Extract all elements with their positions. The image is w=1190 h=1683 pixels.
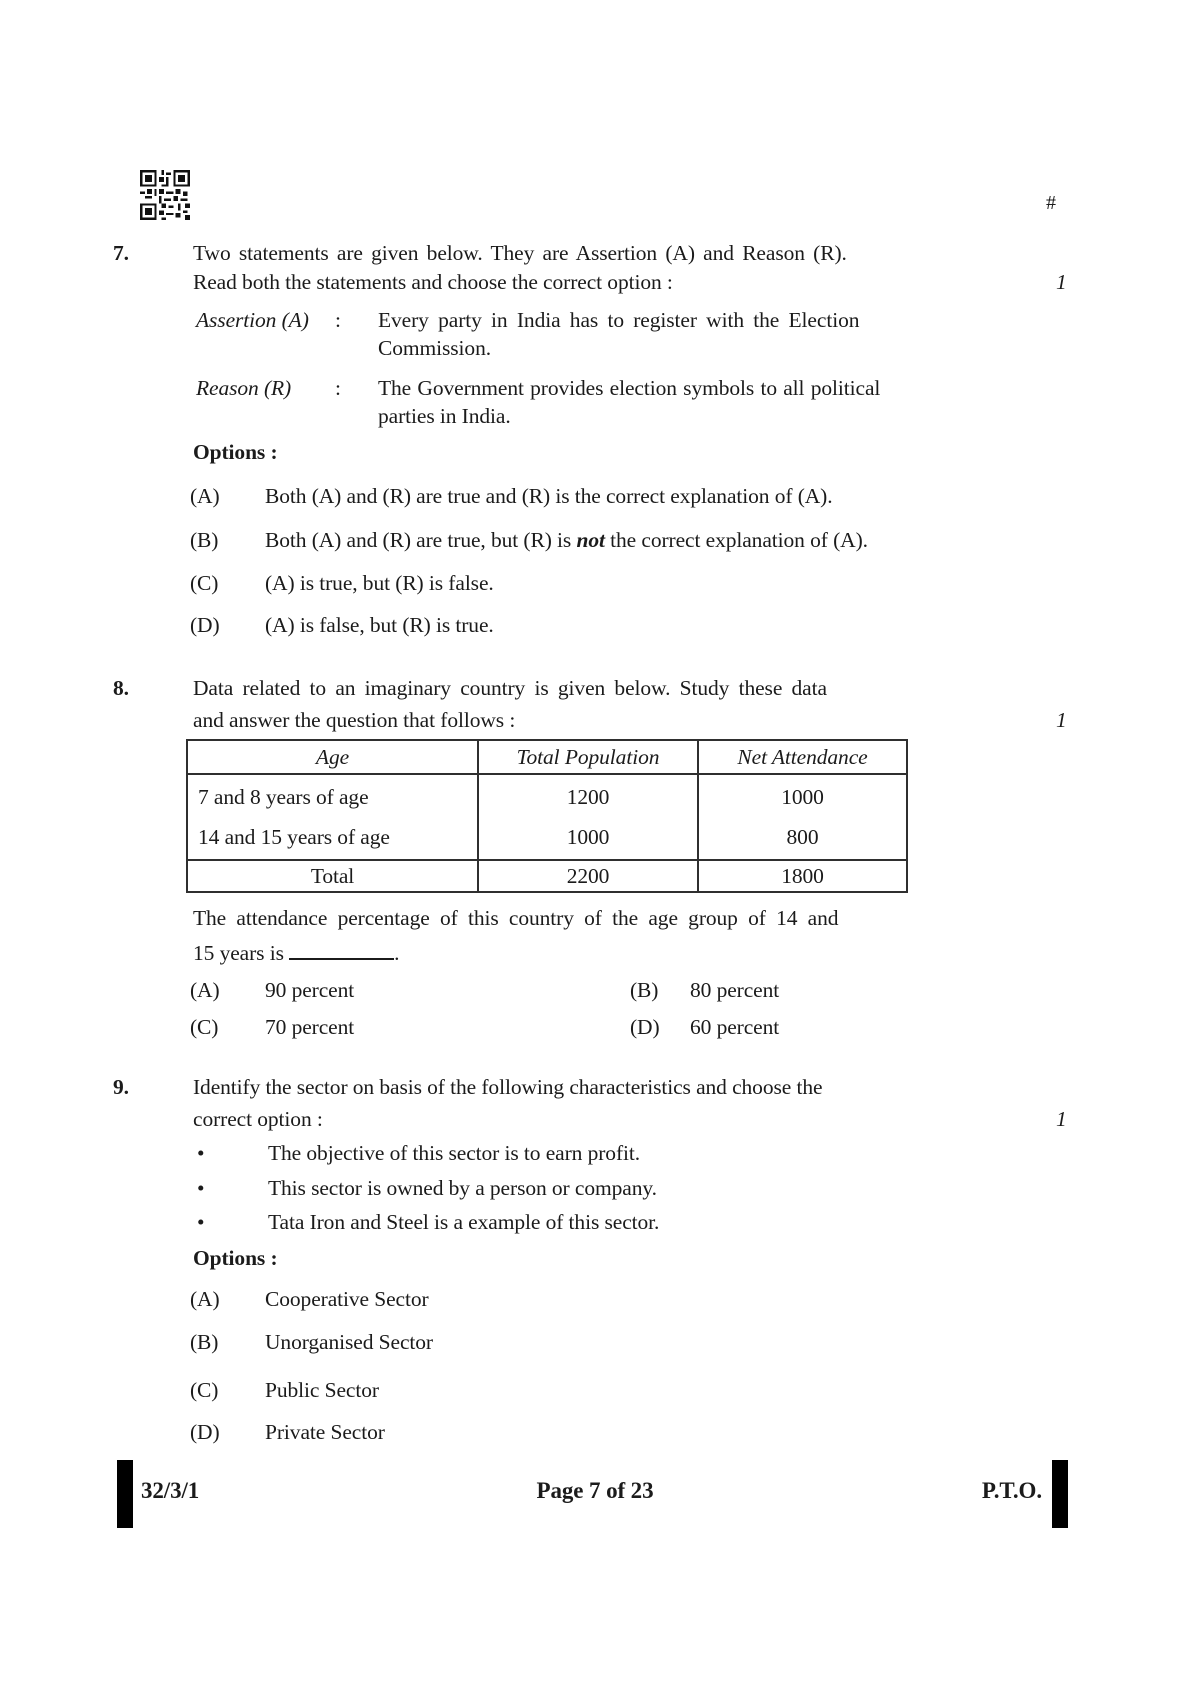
q9-number: 9.	[113, 1075, 129, 1099]
q7-marks: 1	[1056, 270, 1067, 294]
reason-text-line2: parties in India.	[378, 404, 511, 428]
table-cell: 1000	[781, 784, 824, 809]
q7-options-heading: Options :	[193, 440, 278, 464]
q9-option-a-letter: (A)	[190, 1287, 220, 1311]
q9-option-c-letter: (C)	[190, 1378, 219, 1402]
q7-option-b-text-pre: Both (A) and (R) are true, but (R) is	[265, 528, 577, 552]
q9-bullet-3: Tata Iron and Steel is a example of this sector.	[268, 1210, 660, 1234]
q8-option-d-letter: (D)	[630, 1015, 660, 1039]
table-cell: 1000	[566, 824, 610, 849]
q9-intro-line2: correct option :	[193, 1107, 323, 1131]
q8-option-c-letter: (C)	[190, 1015, 219, 1039]
page-hash-mark: #	[1046, 192, 1056, 214]
q8-intro-line2: and answer the question that follows :	[193, 708, 516, 732]
q8-option-b-letter: (B)	[630, 978, 659, 1002]
table-cell: 800	[786, 824, 819, 849]
page-indicator: Page 7 of 23	[536, 1478, 654, 1503]
table-col-age-rows	[188, 775, 479, 859]
table-cell: 7 and 8 years of age	[198, 784, 369, 809]
table-cell: 1200	[566, 784, 610, 809]
assertion-colon: :	[335, 308, 341, 332]
q9-option-a-text: Cooperative Sector	[265, 1287, 429, 1311]
q7-intro-line2: Read both the statements and choose the correct option :	[193, 270, 673, 294]
assertion-text-line1: Every party in India has to register with the Election	[378, 308, 860, 332]
q8-option-c-text: 70 percent	[265, 1015, 355, 1039]
q7-option-b-text-emphasis: not	[576, 528, 605, 552]
q9-option-b-letter: (B)	[190, 1330, 219, 1354]
reason-colon: :	[335, 376, 341, 400]
answer-blank	[289, 954, 394, 960]
q9-option-b-text: Unorganised Sector	[265, 1330, 433, 1354]
qr-code-icon	[138, 170, 192, 220]
table-cell: 14 and 15 years of age	[198, 824, 390, 849]
table-header-total-population: Total Population	[479, 741, 699, 775]
q8-option-a-letter: (A)	[190, 978, 220, 1002]
q7-option-b-text-post: the correct explanation of (A).	[604, 528, 868, 552]
table-col-population-rows	[479, 775, 699, 859]
q8-question-line2	[193, 940, 399, 967]
q7-option-a-letter: (A)	[190, 484, 220, 508]
reason-text-line1: The Government provides election symbols to all political	[378, 376, 881, 400]
bullet-icon: •	[197, 1210, 205, 1234]
table-header-net-attendance: Net Attendance	[699, 741, 906, 775]
q7-option-c-letter: (C)	[190, 571, 219, 595]
q8-option-b-text: 80 percent	[690, 978, 780, 1002]
q9-intro-line1: Identify the sector on basis of the following characteristics and choose the	[193, 1075, 823, 1099]
q8-question-line1: The attendance percentage of this country of the age group of 14 and	[193, 906, 839, 930]
q7-option-b-letter: (B)	[190, 528, 219, 552]
q7-option-b-text	[265, 527, 868, 554]
q8-question-line2-period: .	[394, 941, 400, 965]
q7-option-c-text: (A) is true, but (R) is false.	[265, 571, 494, 595]
table-col-attendance-rows	[699, 775, 906, 859]
q7-intro-line1: Two statements are given below. They are Assertion (A) and Reason (R).	[193, 241, 847, 265]
q9-bullet-1: The objective of this sector is to earn profit.	[268, 1141, 641, 1165]
q9-option-c-text: Public Sector	[265, 1378, 379, 1402]
q9-option-d-text: Private Sector	[265, 1420, 385, 1444]
footer-bar-right	[1052, 1460, 1068, 1528]
q8-option-a-text: 90 percent	[265, 978, 355, 1002]
q9-options-heading: Options :	[193, 1246, 278, 1270]
paper-code: 32/3/1	[141, 1478, 200, 1503]
q8-question-line2-text: 15 years is	[193, 941, 284, 965]
table-total-population: 2200	[479, 859, 699, 891]
q8-number: 8.	[113, 676, 129, 700]
table-total-label: Total	[188, 859, 479, 891]
q9-bullet-2: This sector is owned by a person or company.	[268, 1176, 657, 1200]
assertion-text-line2: Commission.	[378, 336, 491, 360]
bullet-icon: •	[197, 1141, 205, 1165]
q8-option-d-text: 60 percent	[690, 1015, 780, 1039]
pto-label: P.T.O.	[981, 1478, 1042, 1503]
q8-intro-line1: Data related to an imaginary country is given below. Study these data	[193, 676, 827, 700]
q7-number: 7.	[113, 241, 129, 265]
table-total-attendance: 1800	[699, 859, 906, 891]
table-header-age: Age	[188, 741, 479, 775]
bullet-icon: •	[197, 1176, 205, 1200]
q7-option-a-text: Both (A) and (R) are true and (R) is the correct explanation of (A).	[265, 484, 833, 508]
q9-option-d-letter: (D)	[190, 1420, 220, 1444]
assertion-label: Assertion (A)	[196, 308, 309, 332]
q8-data-table	[186, 739, 908, 893]
q7-option-d-text: (A) is false, but (R) is true.	[265, 613, 494, 637]
q7-option-d-letter: (D)	[190, 613, 220, 637]
reason-label: Reason (R)	[196, 376, 292, 400]
q8-marks: 1	[1056, 708, 1067, 732]
q9-marks: 1	[1056, 1107, 1067, 1131]
